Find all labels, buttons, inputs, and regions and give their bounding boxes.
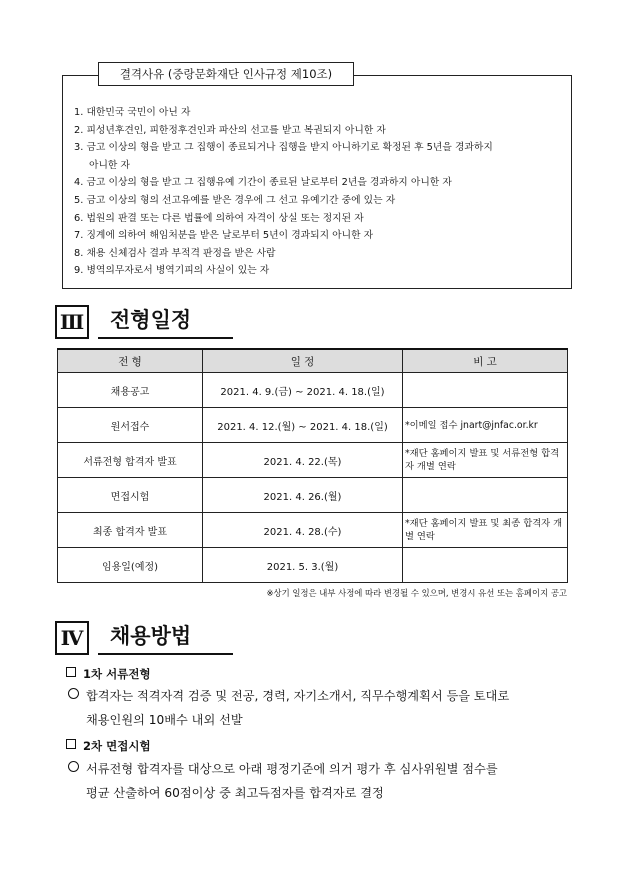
stage-cell: 서류전형 합격자 발표 [58, 443, 203, 478]
stage-cell: 임용일(예정) [58, 548, 203, 583]
stage-cell: 최종 합격자 발표 [58, 513, 203, 548]
date-cell: 2021. 4. 28.(수) [203, 513, 403, 548]
table-row [58, 443, 568, 478]
list-item: 7. 징계에 의하여 해임처분을 받은 날로부터 5년이 경과되지 아니한 자 [74, 230, 374, 242]
table-row [58, 478, 568, 513]
table-row [58, 373, 568, 408]
note-cell [403, 478, 568, 513]
list-item: 5. 금고 이상의 형의 선고유예를 받은 경우에 그 선고 유예기간 중에 있는 자 [74, 194, 396, 206]
list-item: 1. 대한민국 국민이 아닌 자 [74, 107, 191, 118]
note-cell [403, 548, 568, 583]
list-item: 9. 병역의무자로서 병역기피의 사실이 있는 자 [74, 265, 270, 277]
table-row [58, 408, 568, 443]
table-header-row [58, 349, 568, 373]
step-heading: 2차 면접시험 [66, 738, 151, 754]
date-cell: 2021. 4. 12.(월) ~ 2021. 4. 18.(일) [203, 408, 403, 443]
circle-bullet-icon [68, 761, 79, 772]
checkbox-square-icon [66, 667, 76, 677]
list-item: 4. 금고 이상의 형을 받고 그 집행유예 기간이 종료된 날로부터 2년을 경과하지 아니한 자 [74, 177, 452, 189]
circle-bullet-icon [68, 688, 79, 699]
step-description: 서류전형 합격자를 대상으로 아래 평정기준에 의거 평가 후 심사위원별 점수를 평균 산출하여 60점이상 중 최고득점자를 합격자로 결정 [68, 757, 498, 805]
list-item: 6. 법원의 판결 또는 다른 법률에 의하여 자격이 상실 또는 정지된 자 [74, 212, 364, 224]
section-number: Ⅳ [55, 621, 89, 655]
schedule-footnote: ※상기 일정은 내부 사정에 따라 변경될 수 있으며, 변경시 유선 또는 홈페이지 공고 [266, 588, 567, 598]
disqualification-title: 결격사유 (중랑문화재단 인사규정 제10조) [98, 62, 354, 86]
note-cell: *이메일 접수 jnart@jnfac.or.kr [403, 408, 568, 443]
section-header-schedule [55, 305, 235, 337]
column-header: 전 형 [58, 349, 203, 373]
note-cell [403, 373, 568, 408]
list-item: 3. 금고 이상의 형을 받고 그 집행이 종료되거나 집행을 받지 아니하기로 확정된 후 5년을 경과하지 아니한 자 [74, 142, 493, 171]
column-header: 비 고 [403, 349, 568, 373]
section-title: 전형일정 [110, 308, 192, 332]
stage-cell: 원서접수 [58, 408, 203, 443]
note-cell: *재단 홈페이지 발표 및 서류전형 합격자 개별 연락 [403, 443, 568, 478]
checkbox-square-icon [66, 739, 76, 749]
date-cell: 2021. 4. 26.(월) [203, 478, 403, 513]
date-cell: 2021. 4. 22.(목) [203, 443, 403, 478]
note-cell: *재단 홈페이지 발표 및 최종 합격자 개별 연락 [403, 513, 568, 548]
date-cell: 2021. 4. 9.(금) ~ 2021. 4. 18.(일) [203, 373, 403, 408]
table-row [58, 548, 568, 583]
step-description: 합격자는 적격자격 검증 및 전공, 경력, 자기소개서, 직무수행계획서 등을 토대로 채용인원의 10배수 내외 선발 [68, 684, 509, 732]
table-row [58, 513, 568, 548]
date-cell: 2021. 5. 3.(월) [203, 548, 403, 583]
stage-cell: 채용공고 [58, 373, 203, 408]
disqualification-list [74, 104, 564, 280]
section-title: 채용방법 [110, 624, 192, 648]
column-header: 일 정 [203, 349, 403, 373]
list-item: 8. 채용 신체검사 결과 부적격 판정을 받은 사람 [74, 247, 276, 259]
section-header-method [55, 621, 235, 653]
list-item: 2. 피성년후견인, 피한정후견인과 파산의 선고를 받고 복권되지 아니한 자 [74, 124, 386, 136]
section-number: Ⅲ [55, 305, 89, 339]
stage-cell: 면접시험 [58, 478, 203, 513]
schedule-table [57, 348, 568, 583]
step-heading: 1차 서류전형 [66, 666, 151, 682]
